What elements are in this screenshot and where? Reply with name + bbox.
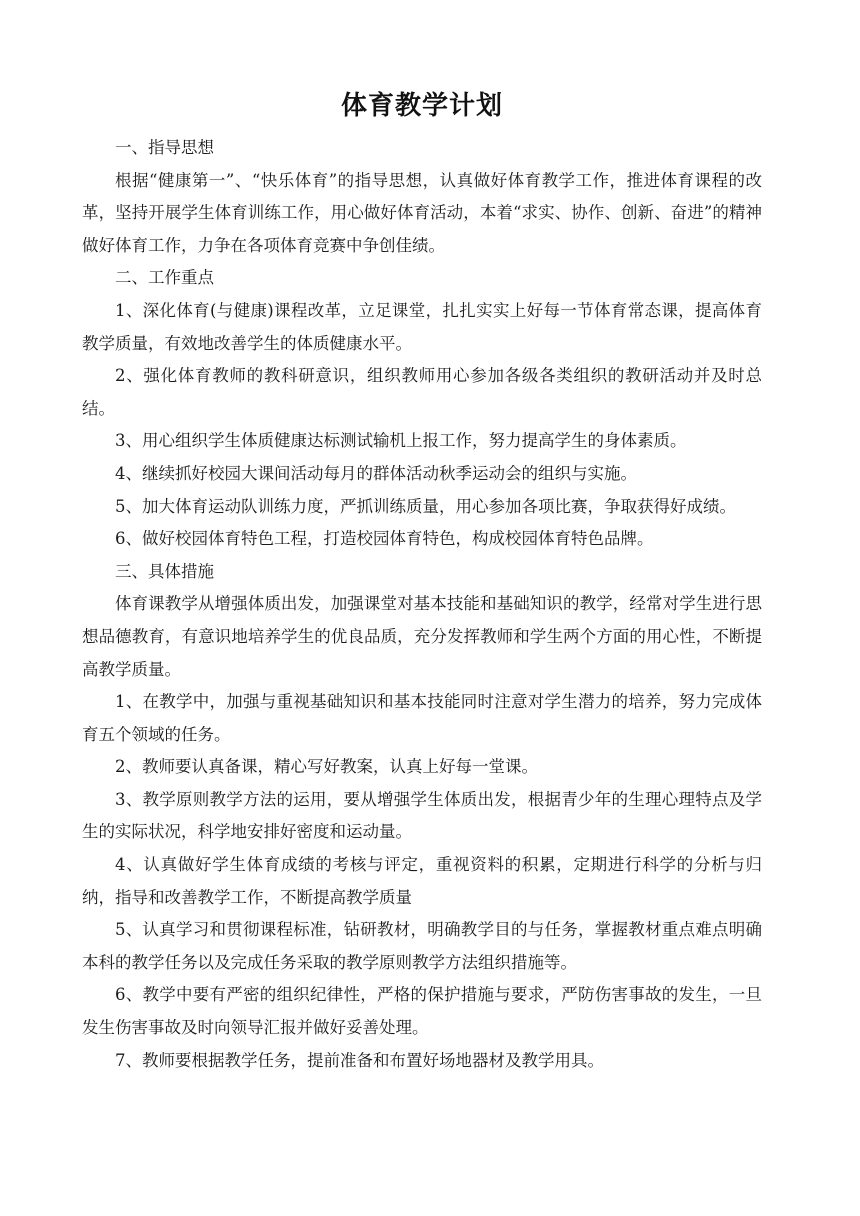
list-item: 1、在教学中，加强与重视基础知识和基本技能同时注意对学生潜力的培养，努力完成体育五个领域的任务。 [82,692,762,744]
list-item: 2、教师要认真备课，精心写好教案，认真上好每一堂课。 [115,757,538,777]
paragraph: 根据“健康第一”、“快乐体育”的指导思想，认真做好体育教学工作，推进体育课程的改革，坚持开展学生体育训练工作，用心做好体育活动，本着“求实、协作、创新、奋进”的精神做好体育工作，力争在各项体育竞赛中争创佳绩。 [82,170,762,255]
list-item: 5、认真学习和贯彻课程标准，钻研教材，明确教学目的与任务，掌握教材重点难点明确本科的教学任务以及完成任务采取的教学原则教学方法组织措施等。 [82,920,762,972]
paragraph: 体育课教学从增强体质出发，加强课堂对基本技能和基础知识的教学，经常对学生进行思想品德教育，有意识地培养学生的优良品质，充分发挥教师和学生两个方面的用心性，不断提高教学质量。 [82,594,762,679]
list-item: 7、教师要根据教学任务，提前准备和布置好场地器材及教学用具。 [115,1050,604,1070]
list-item: 3、用心组织学生体质健康达标测试输机上报工作，努力提高学生的身体素质。 [115,431,687,451]
section-heading-work-focus: 二、工作重点 [115,268,214,288]
list-item: 6、教学中要有严密的组织纪律性，严格的保护措施与要求，严防伤害事故的发生，一旦发生伤害事故及时向领导汇报并做好妥善处理。 [82,985,762,1038]
document-page [82,86,762,1077]
list-item: 3、教学原则教学方法的运用，要从增强学生体质出发，根据青少年的生理心理特点及学生的实际状况，科学地安排好密度和运动量。 [82,789,762,842]
page-title: 体育教学计划 [340,91,503,121]
section-heading-guiding-ideology: 一、指导思想 [115,138,214,157]
list-item: 2、强化体育教师的教科研意识，组织教师用心参加各级各类组织的教研活动并及时总结。 [82,366,762,418]
list-item: 6、做好校园体育特色工程，打造校园体育特色，构成校园体育特色品牌。 [115,529,654,549]
section-heading-specific-measures: 三、具体措施 [115,561,214,581]
list-item: 4、认真做好学生体育成绩的考核与评定，重视资料的积累，定期进行科学的分析与归纳，指导和改善教学工作，不断提高教学质量 [82,855,762,907]
list-item: 5、加大体育运动队训练力度，严抓训练质量，用心参加各项比赛，争取获得好成绩。 [115,496,736,516]
list-item: 1、深化体育(与健康)课程改革，立足课堂，扎扎实实上好每一节体育常态课，提高体育教学质量，有效地改善学生的体质健康水平。 [82,300,762,353]
list-item: 4、继续抓好校园大课间活动每月的群体活动秋季运动会的组织与实施。 [115,463,637,483]
